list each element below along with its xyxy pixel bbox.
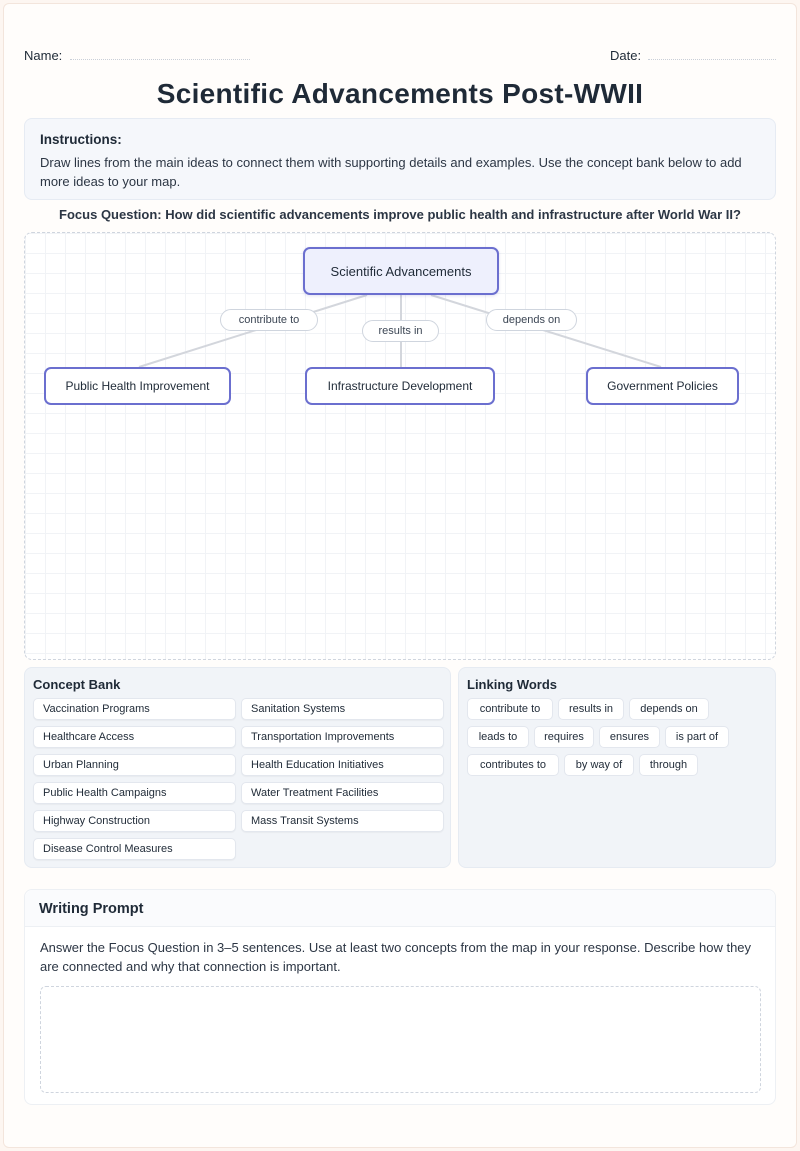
writing-prompt-title: Writing Prompt: [25, 890, 775, 927]
linking-word-chip[interactable]: leads to: [467, 726, 529, 748]
instructions-box: [24, 118, 776, 200]
page-title: Scientific Advancements Post-WWII: [156, 78, 644, 109]
writing-prompt-section: [24, 889, 776, 1105]
linking-word-chip[interactable]: results in: [558, 698, 624, 720]
concept-chip[interactable]: Sanitation Systems: [241, 698, 444, 720]
linking-word-chip[interactable]: ensures: [599, 726, 660, 748]
concept-chip[interactable]: Mass Transit Systems: [241, 810, 444, 832]
writing-response-area[interactable]: [40, 986, 761, 1093]
concept-chip[interactable]: Vaccination Programs: [33, 698, 236, 720]
linking-word-chip[interactable]: by way of: [564, 754, 634, 776]
concept-chip[interactable]: Health Education Initiatives: [241, 754, 444, 776]
connector-line: [431, 295, 661, 367]
linking-word-chip[interactable]: contributes to: [467, 754, 559, 776]
link-label-depends-on[interactable]: depends on: [486, 309, 577, 331]
linking-words-bank: [458, 667, 776, 868]
concept-chip[interactable]: Highway Construction: [33, 810, 236, 832]
instructions-heading: Instructions:: [40, 132, 122, 147]
writing-prompt-text: Answer the Focus Question in 3–5 sentences. Use at least two concepts from the map in your response. Describe how they are connected and why that connection is important.: [40, 940, 752, 974]
linking-word-chip[interactable]: through: [639, 754, 698, 776]
instructions-text: Draw lines from the main ideas to connect them with supporting details and examples. Use the concept bank below to add more ideas to your map.: [40, 155, 742, 189]
concept-bank-title: Concept Bank: [33, 677, 121, 692]
concept-chip[interactable]: Water Treatment Facilities: [241, 782, 444, 804]
concept-bank: [24, 667, 451, 868]
concept-chip[interactable]: Transportation Improvements: [241, 726, 444, 748]
name-label: Name:: [24, 48, 63, 63]
linking-word-chip[interactable]: contribute to: [467, 698, 553, 720]
concept-map-area[interactable]: [24, 232, 776, 660]
focus-question: Focus Question: How did scientific advancements improve public health and infrastructure after World War II?: [59, 207, 741, 222]
connector-line: [139, 295, 367, 367]
connector-lines: [25, 233, 776, 660]
linking-word-chip[interactable]: requires: [534, 726, 594, 748]
node-government-policies[interactable]: Government Policies: [586, 367, 739, 405]
name-field[interactable]: [70, 59, 250, 60]
linking-word-chip[interactable]: depends on: [629, 698, 709, 720]
node-public-health[interactable]: Public Health Improvement: [44, 367, 231, 405]
concept-chip[interactable]: Urban Planning: [33, 754, 236, 776]
concept-chip[interactable]: Healthcare Access: [33, 726, 236, 748]
linking-word-chip[interactable]: is part of: [665, 726, 729, 748]
date-field[interactable]: [648, 59, 776, 60]
concept-chip[interactable]: Disease Control Measures: [33, 838, 236, 860]
linking-words-title: Linking Words: [467, 677, 558, 692]
concept-chip[interactable]: Public Health Campaigns: [33, 782, 236, 804]
node-infrastructure[interactable]: Infrastructure Development: [305, 367, 495, 405]
link-label-contribute-to[interactable]: contribute to: [220, 309, 318, 331]
name-date-row: [24, 48, 776, 66]
main-concept-node[interactable]: Scientific Advancements: [303, 247, 499, 295]
link-label-results-in[interactable]: results in: [362, 320, 439, 342]
date-label: Date:: [610, 48, 642, 63]
